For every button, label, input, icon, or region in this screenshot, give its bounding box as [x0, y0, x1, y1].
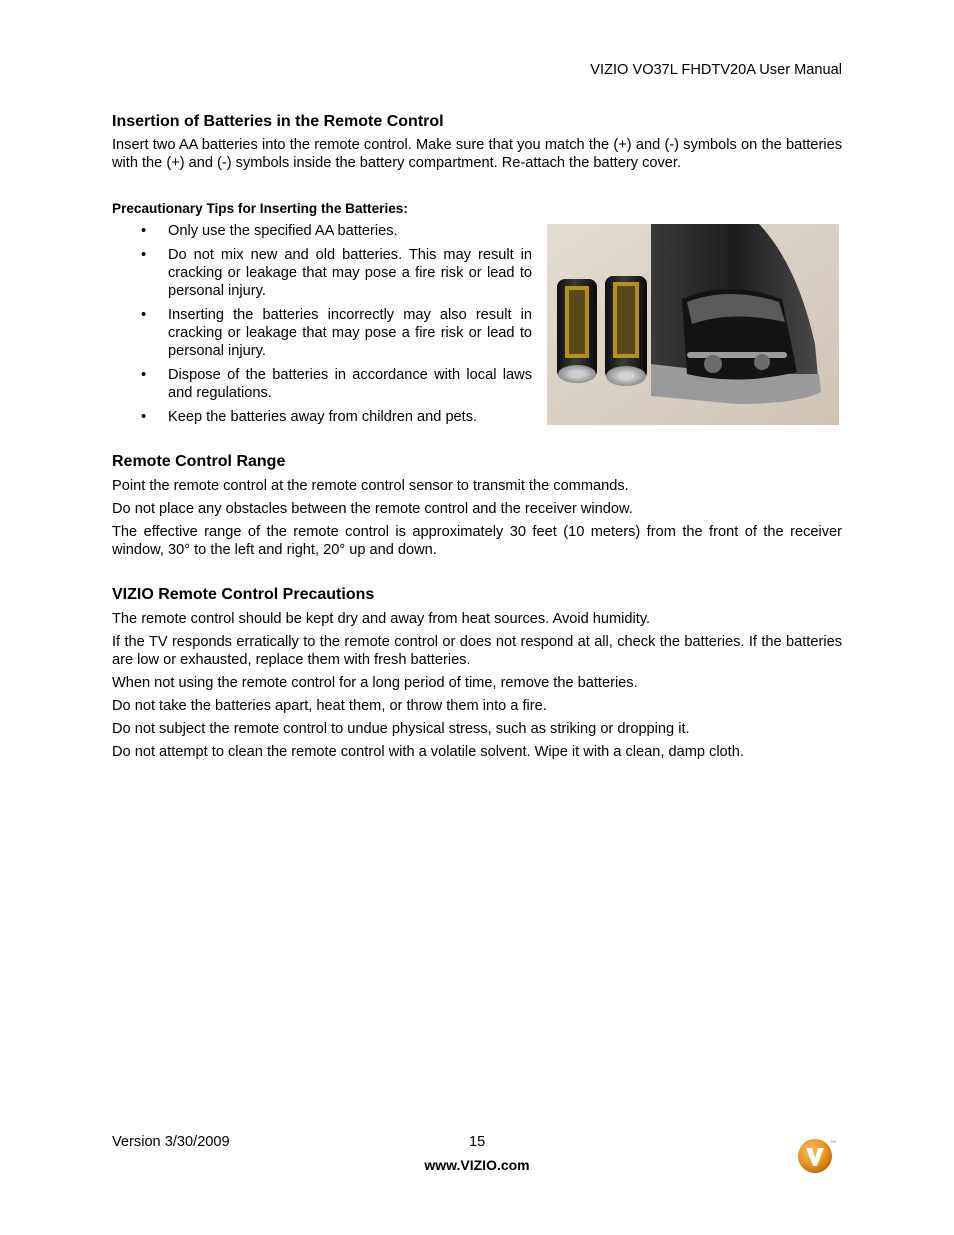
svg-text:TM: TM — [830, 1139, 836, 1144]
manual-title: VIZIO VO37L FHDTV20A User Manual — [590, 62, 842, 78]
tips-list-container — [112, 222, 532, 432]
range-heading: Remote Control Range — [112, 453, 286, 470]
batteries-text: Insert two AA batteries into the remote control. Make sure that you match the (+) and (-) symbols on the batteries with the (+) and (-) symbols inside the battery compartment. Re-attach the battery cover. — [112, 137, 842, 171]
batteries-heading: Insertion of Batteries in the Remote Control — [112, 113, 444, 130]
precaution-paragraph: Do not attempt to clean the remote control with a volatile solvent. Wipe it with a clean, damp cloth. — [112, 744, 744, 760]
range-paragraph: The effective range of the remote control is approximately 30 feet (10 meters) from the front of the receiver window, 30° to the left and right, 20° up and down. — [112, 524, 842, 558]
precaution-paragraph: If the TV responds erratically to the remote control or does not respond at all, check the batteries. If the batteries are low or exhausted, replace them with fresh batteries. — [112, 634, 842, 668]
tip-item: • Do not mix new and old batteries. This may result in cracking or leakage that may pose a fire risk or lead to personal injury. — [112, 246, 532, 300]
tips-heading: Precautionary Tips for Inserting the Batteries: — [112, 201, 408, 216]
tips-list — [112, 222, 532, 426]
precaution-paragraph: The remote control should be kept dry and away from heat sources. Avoid humidity. — [112, 611, 651, 627]
range-paragraph: Point the remote control at the remote control sensor to transmit the commands. — [112, 478, 629, 494]
precautions-body — [112, 610, 842, 766]
precautions-heading: VIZIO Remote Control Precautions — [112, 586, 375, 603]
range-paragraph: Do not place any obstacles between the remote control and the receiver window. — [112, 501, 633, 517]
footer-version: Version 3/30/2009 — [112, 1134, 230, 1150]
page-number: 15 — [469, 1134, 486, 1150]
precaution-paragraph: Do not subject the remote control to undue physical stress, such as striking or dropping it. — [112, 721, 690, 737]
range-body — [112, 477, 842, 564]
precaution-paragraph: When not using the remote control for a long period of time, remove the batteries. — [112, 675, 638, 691]
tip-item: • Keep the batteries away from children and pets. — [112, 408, 532, 426]
tip-item: • Inserting the batteries incorrectly may also result in cracking or leakage that may pose a fire risk or lead to personal injury. — [112, 306, 532, 360]
remote-batteries-photo — [547, 224, 839, 425]
precaution-paragraph: Do not take the batteries apart, heat them, or throw them into a fire. — [112, 698, 547, 714]
tip-item: • Only use the specified AA batteries. — [112, 222, 532, 240]
footer-website-link[interactable]: www.VIZIO.com — [424, 1157, 530, 1173]
vizio-logo-icon — [797, 1137, 835, 1175]
tip-item: • Dispose of the batteries in accordance with local laws and regulations. — [112, 366, 532, 402]
